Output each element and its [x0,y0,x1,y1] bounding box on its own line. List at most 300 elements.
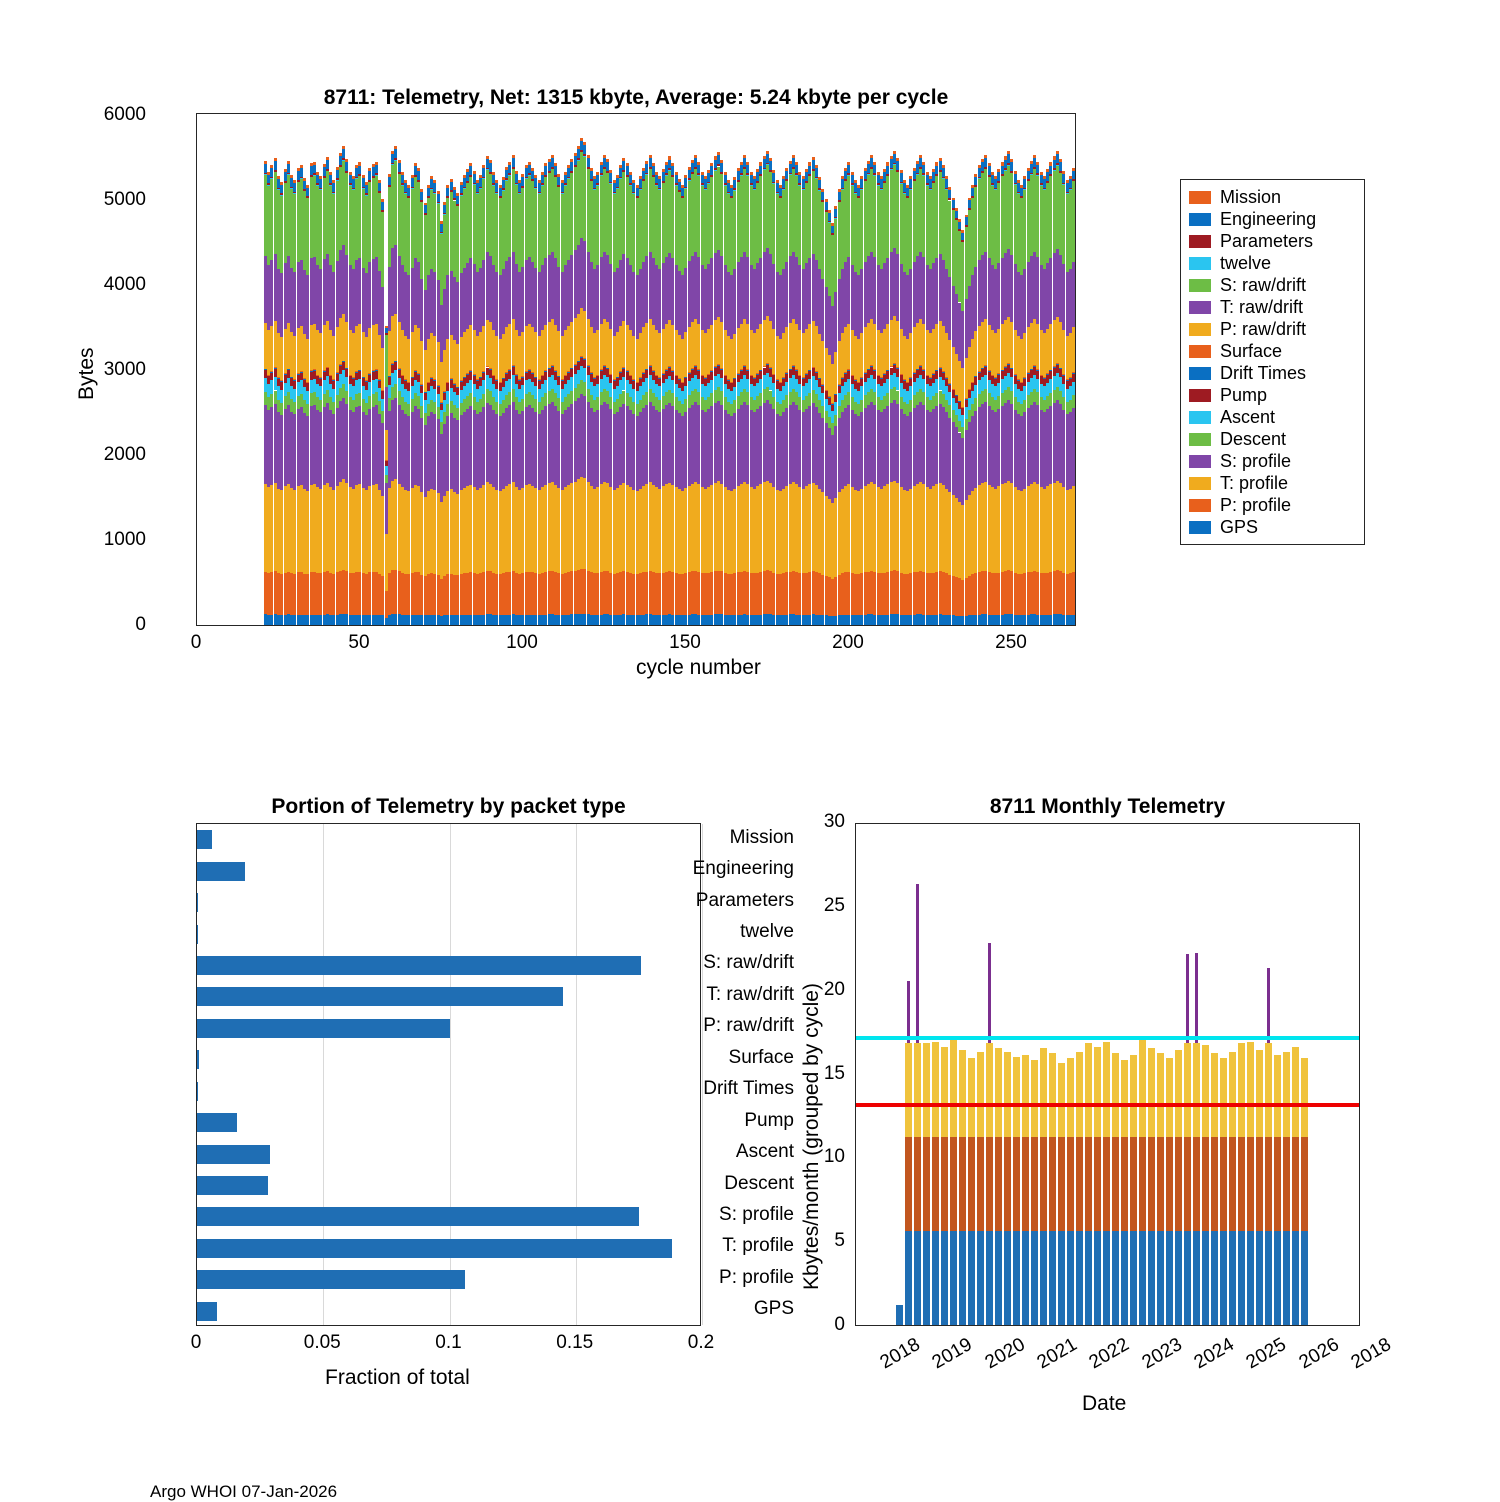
category-label: Engineering [692,858,794,880]
bar-segment [1166,1058,1173,1137]
bar-segment [404,180,407,183]
bar-segment [1211,1231,1218,1325]
bar-segment [1265,1137,1272,1231]
category-label: Mission [729,826,794,848]
bar-segment [1076,1137,1083,1231]
bar-segment [450,179,453,182]
bar-segment [1130,1231,1137,1325]
bar-segment [955,211,958,219]
bar-segment [1283,1052,1290,1138]
bar-segment [818,177,821,180]
bar-segment [414,163,417,166]
bar-segment [1267,968,1270,1043]
table-row [1004,1052,1011,1325]
bar-segment [851,172,854,175]
bar-segment [590,168,593,171]
bar-segment [1193,1231,1200,1325]
bar-segment [489,160,492,163]
bar-segment [1112,1137,1119,1231]
top-ytick-1000: 1000 [103,529,146,550]
bar-segment [1031,1137,1038,1231]
table-row [1130,1055,1137,1325]
bar-segment [776,180,779,183]
telemetry-per-cycle-plot [196,113,1076,626]
table-row [977,1052,984,1325]
bar-segment [1013,1057,1020,1137]
bar-segment [417,168,420,171]
top-ytick-5000: 5000 [103,189,146,210]
table-row [1085,1043,1092,1325]
bar-segment [512,158,515,167]
br-xtick: 2018 [876,1334,924,1374]
bar-segment [489,163,492,172]
bar-segment [381,202,384,210]
bar-segment [1292,1047,1299,1138]
bar-segment [287,164,290,173]
bar-segment [417,171,420,180]
bar-segment [942,165,945,168]
bar-segment [948,187,951,190]
bar-segment [798,172,801,175]
bar-segment [958,222,961,230]
bar-segment [433,180,436,183]
bar-segment [453,187,456,190]
bar-segment [1004,1231,1011,1325]
bar-segment [420,200,423,202]
table-row [1202,1045,1209,1325]
reference-line [856,1103,1359,1107]
legend-swatch-icon [1189,455,1211,468]
bar-segment [1059,159,1062,162]
bar-segment [671,163,674,166]
bl-xtick: 0.2 [687,1332,715,1353]
table-row [1148,1048,1155,1325]
table-row [1193,953,1200,1325]
bar-segment [1014,171,1017,174]
bar-segment [512,167,515,169]
table-row [1229,1052,1236,1325]
table-row [1292,1047,1299,1325]
bar-segment [420,192,423,200]
legend-item [1189,340,1356,362]
bar-segment [919,155,922,158]
category-label: P: profile [719,1266,794,1288]
br-ytick: 5 [834,1230,845,1252]
bar-segment [821,189,824,192]
bar-segment [342,146,345,149]
bar-segment [1139,1040,1146,1043]
bar-segment [795,162,798,165]
br-xtick: 2020 [981,1334,1029,1374]
bar-segment [554,163,557,166]
bar-segment [398,163,401,172]
legend-swatch-icon [1189,213,1211,226]
list-item [197,1302,217,1321]
table-row [1301,1058,1308,1325]
bar-segment [401,172,404,175]
bar-segment [437,194,440,202]
list-item [197,1019,450,1038]
bar-segment [534,175,537,178]
table-row [1094,1047,1101,1325]
bar-segment [968,1231,975,1325]
list-item [197,893,198,912]
bar-segment [950,1043,957,1137]
bar-segment [825,202,828,210]
bar-segment [905,1137,912,1231]
bar-segment [583,142,586,145]
bar-segment [1094,1231,1101,1325]
bar-segment [1274,1137,1281,1231]
bar-segment [417,180,420,182]
category-label: T: raw/drift [706,983,794,1005]
top-ytick-0: 0 [135,614,146,635]
legend-swatch-icon [1189,477,1211,490]
bar-segment [1211,1053,1218,1137]
table-row [986,943,993,1325]
category-label: twelve [740,921,794,943]
table-row [995,1048,1002,1325]
bar-segment [792,155,795,158]
bar-segment [955,208,958,211]
bar-segment [512,155,515,158]
br-xtick: 2025 [1242,1334,1291,1374]
bar-segment [950,1137,957,1231]
table-row [1040,1048,1047,1325]
bar-segment [1256,1231,1263,1325]
table-row [1031,1060,1038,1325]
monthly-telemetry-plot [855,823,1360,1326]
bar-segment [959,1050,966,1137]
table-row [1274,1055,1281,1325]
top-ytick-4000: 4000 [103,274,146,295]
bar-segment [1007,151,1010,154]
bar-segment [958,219,961,222]
bar-segment [1112,1053,1119,1137]
bar-segment [923,1231,930,1325]
bar-segment [873,162,876,165]
bar-segment [378,191,381,193]
bar-segment [746,162,749,165]
bar-segment [815,165,818,168]
bar-segment [287,161,290,164]
category-label: Ascent [735,1141,794,1163]
bar-segment [870,155,873,158]
bar-segment [1040,1137,1047,1231]
bar-segment [1238,1137,1245,1231]
list-item [197,956,641,975]
bar-segment [316,172,319,175]
bar-segment [1004,1137,1011,1231]
portion-by-packet-type-plot [196,823,701,1326]
table-row [1166,1058,1173,1325]
bar-segment [828,213,831,221]
table-row [950,1040,957,1325]
bar-segment [274,161,277,170]
table-row [1013,1057,1020,1325]
legend-item [1189,384,1356,406]
list-item [197,1082,198,1101]
bar-segment [345,159,348,162]
legend-label: Surface [1220,340,1283,361]
bar-segment [828,210,831,213]
legend-item [1189,362,1356,384]
bar-segment [378,183,381,191]
bar-segment [303,178,306,181]
bar-segment [649,155,652,158]
bar-segment [959,1231,966,1325]
bar-segment [1202,1231,1209,1325]
br-xtick: 2026 [1295,1334,1343,1374]
bar-segment [922,162,925,165]
list-item [197,1113,237,1132]
bar-segment [606,159,609,162]
table-row [1067,1058,1074,1325]
bar-segment [437,191,440,194]
category-label: Pump [744,1109,794,1131]
monthly-bars [856,824,1359,1325]
bar-segment [381,212,384,287]
bar-segment [326,160,329,169]
top-xtick-200: 200 [832,632,864,653]
bar-segment [1184,1231,1191,1325]
bar-segment [1247,1043,1254,1137]
bar-segment [1283,1137,1290,1231]
bar-segment [378,180,381,183]
legend-swatch-icon [1189,323,1211,336]
bar-segment [1195,953,1198,1044]
bar-segment [988,163,991,166]
bar-segment [583,145,586,154]
bar-segment [769,161,772,170]
legend-item [1189,186,1356,208]
bar-segment [1121,1137,1128,1231]
bar-segment [903,180,906,183]
br-ytick: 0 [834,1314,845,1335]
list-item [197,925,198,944]
bar-segment [1067,1058,1074,1137]
category-label: P: raw/drift [703,1015,794,1037]
bar-segment [1274,1055,1281,1137]
bar-segment [825,199,828,202]
category-label: S: raw/drift [703,952,794,974]
bar-segment [1148,1048,1155,1137]
bar-segment [905,1231,912,1325]
bar-segment [959,1137,966,1231]
bar-segment [1301,1231,1308,1325]
legend-item [1189,318,1356,340]
br-xtick: 2022 [1085,1334,1134,1374]
bar-segment [694,155,697,158]
bar-segment [900,170,903,173]
bar-segment [995,1137,1002,1231]
bar-segment [1265,1231,1272,1325]
table-row [1076,1052,1083,1325]
bar-segment [854,180,857,183]
bar-segment [926,172,929,175]
category-label: Surface [728,1046,794,1068]
br-ytick: 10 [823,1146,845,1168]
bar-segment [743,155,746,158]
category-label: GPS [753,1298,794,1320]
top-xtick-100: 100 [506,632,538,653]
bar-segment [629,172,632,175]
bar-segment [818,180,821,188]
bar-segment [916,884,919,1043]
br-xtick: 2019 [928,1334,977,1374]
bar-segment [1010,159,1013,162]
bl-xtick: 0 [190,1332,202,1353]
bar-segment [914,1043,921,1137]
bar-segment [1139,1137,1146,1231]
bar-segment [326,169,329,171]
bar-segment [1010,162,1013,171]
bar-segment [437,202,440,204]
bl-xtick: 0.15 [556,1332,594,1353]
bar-segment [772,170,775,173]
bar-segment [394,146,397,149]
legend-label: twelve [1220,252,1272,273]
bar-segment [941,1137,948,1231]
bar-segment [587,155,590,158]
bar-segment [877,172,880,175]
bar-segment [1139,1231,1146,1325]
legend-label: Descent [1220,428,1287,449]
list-item [197,1145,270,1164]
bar-segment [815,168,818,177]
bar-segment [381,199,384,202]
br-xtick: 2023 [1138,1334,1186,1374]
bar-segment [720,163,723,172]
bar-segment [580,138,583,141]
bar-segment [469,163,472,166]
bar-segment [1175,1231,1182,1325]
legend-label: S: raw/drift [1220,274,1307,295]
bar-segment [1022,1137,1029,1231]
bar-segment [977,1231,984,1325]
bar-segment [1157,1053,1164,1137]
bar-segment [287,173,290,175]
bar-segment [1103,1137,1110,1231]
bar-segment [1184,1043,1191,1137]
bar-segment [896,161,899,170]
bar-segment [486,156,489,159]
footer-text: Argo WHOI 07-Jan-2026 [150,1482,338,1501]
bar-segment [905,1043,912,1137]
top-ylabel: Bytes [75,347,98,400]
bar-segment [1062,171,1065,174]
table-row [941,1047,948,1325]
bar-segment [896,158,899,161]
table-row [1220,1058,1227,1325]
bar-segment [893,151,896,154]
legend-label: GPS [1220,516,1259,537]
bar-segment [986,1137,993,1231]
bar-segment [1130,1137,1137,1231]
legend-swatch-icon [1189,279,1211,292]
bar-segment [1301,1137,1308,1231]
bar-segment [515,171,518,174]
bar-segment [1265,1043,1272,1137]
bar-segment [1056,151,1059,154]
bar-segment [430,176,433,179]
bar-segment [991,172,994,175]
table-row [1139,1040,1146,1325]
bar-segment [495,180,498,183]
br-xtick: 2018 [1347,1334,1395,1374]
bar-segment [603,155,606,158]
bar-segment [1103,1042,1110,1044]
bar-segment [988,943,991,1044]
legend-label: Drift Times [1220,362,1307,383]
bar-segment [766,151,769,154]
br-ylabel: Kbytes/month (grouped by cycle) [800,983,823,1290]
bar-segment [1193,1137,1200,1231]
list-item [197,1270,465,1289]
bar-segment [1067,1137,1074,1231]
bar-segment [1112,1231,1119,1325]
bar-segment [1292,1137,1299,1231]
bar-segment [362,175,365,178]
bar-segment [977,1137,984,1231]
bar-segment [557,174,560,177]
bar-segment [381,210,384,212]
bl-xtick: 0.1 [435,1332,462,1353]
bar-segment [1103,1043,1110,1137]
bar-segment [1058,1063,1065,1137]
bar-segment [652,163,655,166]
bar-segment [720,160,723,163]
table-row [1175,1050,1182,1325]
legend-swatch-icon [1189,433,1211,446]
legend-label: Engineering [1220,208,1317,229]
category-label: Parameters [695,889,794,911]
bar-segment [1202,1045,1209,1137]
bar-segment [632,180,635,183]
bar-segment [914,1137,921,1231]
bar-segment [1238,1043,1245,1137]
bar-segment [995,1231,1002,1325]
top-chart-title: 8711: Telemetry, Net: 1315 kbyte, Average: 5.24 kbyte per cycle [323,86,949,109]
br-ytick: 15 [823,1062,845,1084]
table-row [1103,1042,1110,1325]
bar-segment [1202,1137,1209,1231]
legend-swatch-icon [1189,257,1211,270]
bar-segment [528,162,531,165]
bar-segment [473,171,476,174]
legend-label: Parameters [1220,230,1314,251]
bar-segment [1292,1231,1299,1325]
legend-item [1189,472,1356,494]
legend-label: T: raw/drift [1220,296,1304,317]
bar-segment [375,165,378,174]
br-ytick: 20 [823,978,845,1000]
bar-segment [1085,1043,1092,1137]
bar-segment [264,161,267,164]
bar-segment [1067,1231,1074,1325]
bar-segment [609,170,612,173]
bar-segment [1040,172,1043,175]
bar-segment [1256,1137,1263,1231]
legend-item [1189,428,1356,450]
table-row [1184,954,1191,1325]
table-row [923,1043,930,1325]
bar-segment [1184,1137,1191,1231]
bar-segment [1274,1231,1281,1325]
legend-swatch-icon [1189,301,1211,314]
legend-swatch-icon [1189,345,1211,358]
bar-segment [945,176,948,179]
